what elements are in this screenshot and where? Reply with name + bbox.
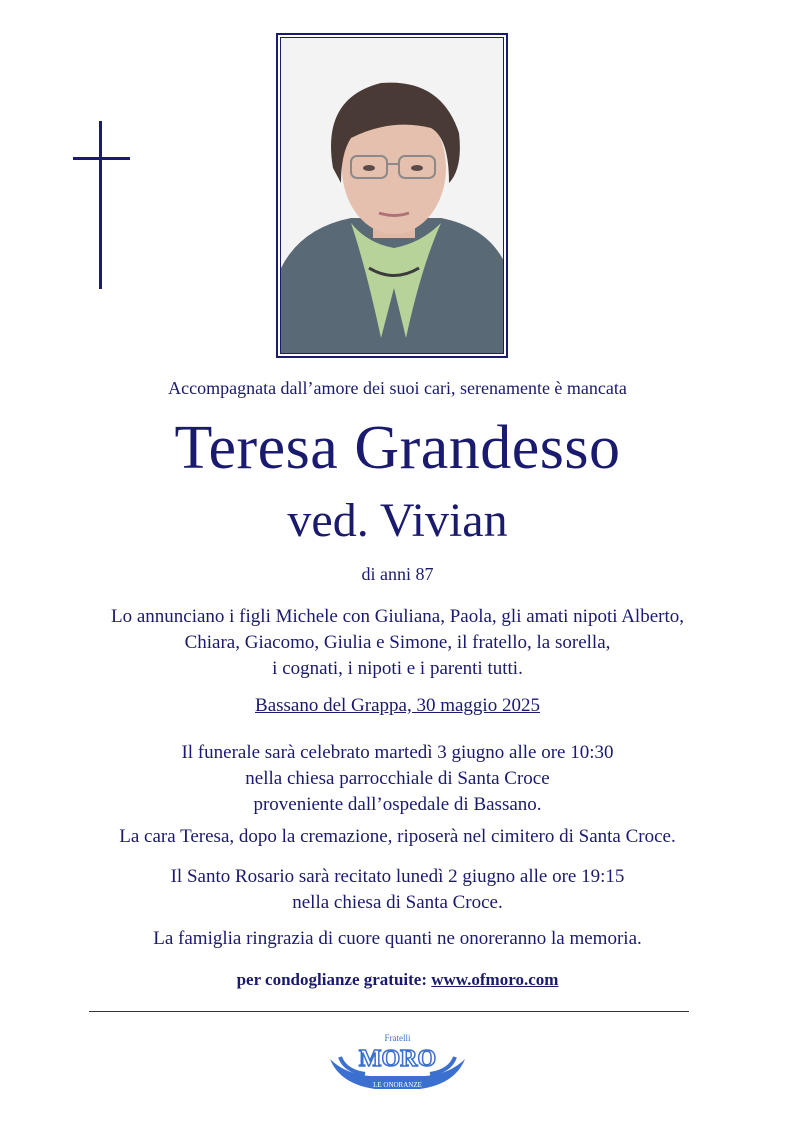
age-text: di anni 87	[361, 564, 434, 584]
funeral-paragraph	[0, 740, 795, 818]
portrait-photo	[280, 37, 504, 354]
logo-main-text: MORO	[358, 1046, 437, 1072]
announcement-paragraph	[0, 604, 795, 682]
portrait-frame	[276, 33, 508, 358]
logo-sub-text: LE ONORANZE	[373, 1081, 422, 1089]
condolences-line	[0, 967, 795, 993]
announcement-line: Chiara, Giacomo, Giulia e Simone, il fratello, la sorella,	[184, 632, 611, 653]
funeral-line: nella chiesa parrocchiale di Santa Croce	[245, 768, 550, 789]
widow-of: ved. Vivian	[287, 494, 508, 547]
place-date	[0, 693, 795, 719]
cross-vertical	[99, 121, 102, 289]
logo-top-text: Fratelli	[384, 1033, 411, 1043]
rosary-paragraph	[0, 864, 795, 916]
rosary-line: nella chiesa di Santa Croce.	[292, 892, 503, 913]
condolences-label: per condoglianze gratuite:	[236, 970, 427, 989]
condolences-link[interactable]: www.ofmoro.com	[431, 970, 559, 989]
thanks-paragraph: La famiglia ringrazia di cuore quanti ne onoreranno la memoria.	[153, 928, 642, 949]
divider	[89, 1011, 689, 1012]
place-date-text: Bassano del Grappa, 30 maggio 2025	[255, 695, 540, 716]
deceased-name: Teresa Grandesso	[174, 414, 621, 482]
funeral-line: Il funerale sarà celebrato martedì 3 giugno alle ore 10:30	[181, 742, 614, 763]
funeral-line: proveniente dall’ospedale di Bassano.	[253, 794, 542, 815]
intro-text: Accompagnata dall’amore dei suoi cari, serenamente è mancata	[168, 378, 627, 398]
burial-paragraph: La cara Teresa, dopo la cremazione, riposerà nel cimitero di Santa Croce.	[119, 826, 676, 847]
portrait-illustration	[281, 38, 504, 354]
moro-logo	[325, 1029, 470, 1099]
announcement-line: i cognati, i nipoti e i parenti tutti.	[272, 658, 523, 679]
cross-horizontal	[73, 157, 130, 160]
announcement-line: Lo annunciano i figli Michele con Giuliana, Paola, gli amati nipoti Alberto,	[110, 606, 685, 627]
rosary-line: Il Santo Rosario sarà recitato lunedì 2 giugno alle ore 19:15	[170, 866, 625, 887]
